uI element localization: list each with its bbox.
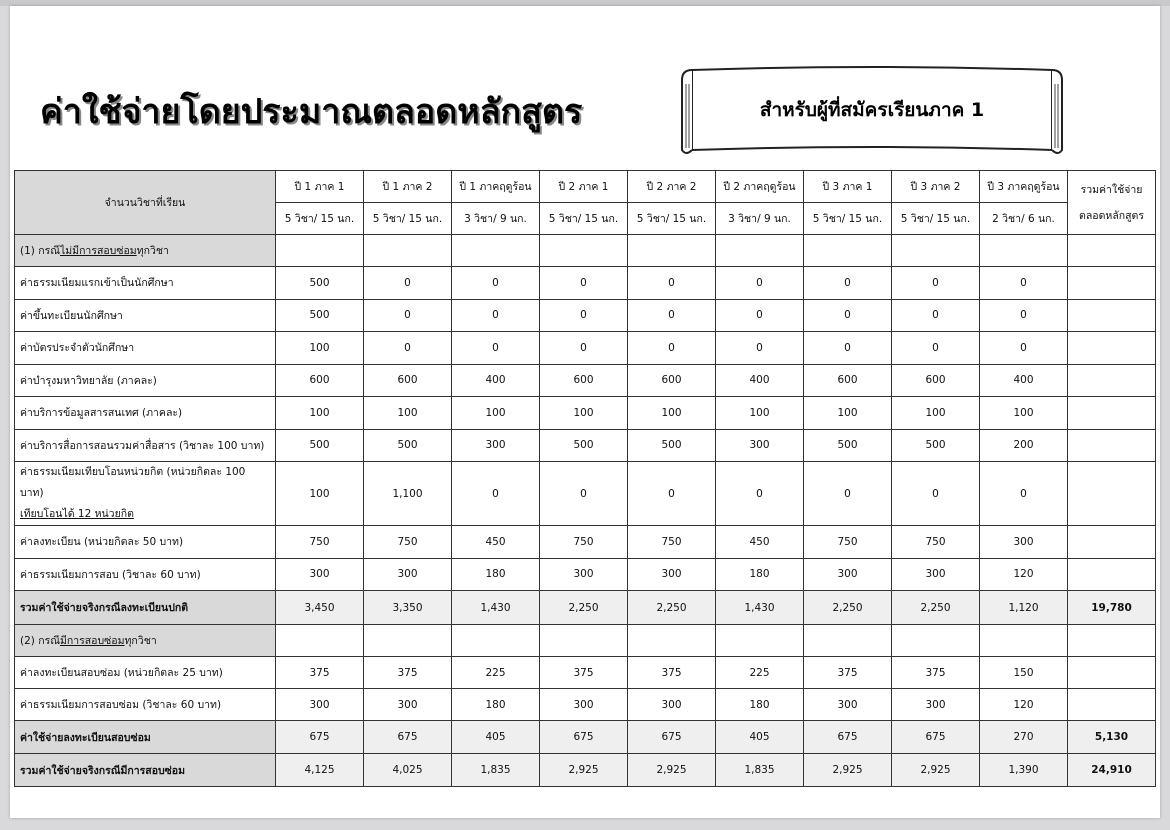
value-cell: 0	[892, 462, 980, 526]
section-2-underlined: มีการสอบซ่อม	[59, 635, 125, 647]
value-cell: 0	[804, 267, 892, 300]
table-row	[15, 558, 1156, 591]
value-cell: 100	[276, 332, 364, 365]
value-cell: 300	[540, 689, 628, 721]
empty-cell	[804, 235, 892, 267]
value-cell: 0	[804, 299, 892, 332]
value-cell: 0	[452, 462, 540, 526]
load-header: 3 วิชา/ 9 นก.	[716, 203, 804, 235]
sum-value-cell: 2,250	[892, 591, 980, 625]
value-cell: 500	[276, 429, 364, 462]
empty-cell	[452, 235, 540, 267]
section-1-sum-row	[15, 591, 1156, 625]
transfer-line2: เทียบโอนได้ 12 หน่วยกิต	[20, 508, 134, 520]
empty-cell	[980, 625, 1068, 657]
scroll-banner	[676, 64, 1068, 156]
value-cell: 225	[716, 657, 804, 689]
value-cell: 300	[628, 689, 716, 721]
value-cell: 0	[980, 299, 1068, 332]
value-cell: 180	[452, 558, 540, 591]
load-header: 5 วิชา/ 15 นก.	[804, 203, 892, 235]
empty-cell	[1068, 364, 1156, 397]
value-cell: 180	[452, 689, 540, 721]
value-cell: 500	[628, 429, 716, 462]
empty-cell	[1068, 299, 1156, 332]
sum-value-cell: 1,430	[452, 591, 540, 625]
value-cell: 0	[716, 267, 804, 300]
sum-value-cell: 4,025	[364, 754, 452, 787]
table-row	[15, 657, 1156, 689]
value-cell: 300	[716, 429, 804, 462]
value-cell: 0	[892, 267, 980, 300]
empty-cell	[628, 235, 716, 267]
table-row-label: ค่าลงทะเบียน (หน่วยกิตละ 50 บาท)	[15, 526, 276, 559]
value-cell: 100	[452, 397, 540, 430]
value-cell: 100	[892, 397, 980, 430]
term-header: ปี 1 ภาค 1	[276, 171, 364, 203]
value-cell: 0	[804, 332, 892, 365]
value-cell: 600	[804, 364, 892, 397]
value-cell: 400	[980, 364, 1068, 397]
term-header: ปี 2 ภาคฤดูร้อน	[716, 171, 804, 203]
value-cell: 0	[716, 462, 804, 526]
section-2-header	[15, 625, 1156, 657]
cost-table-wrap	[14, 170, 1156, 787]
value-cell: 100	[364, 397, 452, 430]
value-cell: 300	[364, 558, 452, 591]
sum-value-cell: 1,390	[980, 754, 1068, 787]
sum-value-cell: 2,925	[540, 754, 628, 787]
empty-cell	[364, 625, 452, 657]
value-cell: 450	[452, 526, 540, 559]
empty-cell	[1068, 429, 1156, 462]
term-header: ปี 1 ภาคฤดูร้อน	[452, 171, 540, 203]
empty-cell	[276, 235, 364, 267]
value-cell: 375	[804, 657, 892, 689]
value-cell: 375	[628, 657, 716, 689]
value-cell: 300	[804, 558, 892, 591]
sum-value-cell: 675	[804, 721, 892, 754]
table-row	[15, 429, 1156, 462]
sum-row-label: รวมค่าใช้จ่ายจริงกรณีมีการสอบซ่อม	[15, 754, 276, 787]
value-cell: 0	[452, 299, 540, 332]
total-header: รวมค่าใช้จ่ายตลอดหลักสูตร	[1068, 171, 1156, 235]
value-cell: 300	[276, 689, 364, 721]
load-header: 5 วิชา/ 15 นก.	[276, 203, 364, 235]
value-cell: 0	[980, 462, 1068, 526]
section-1-prefix: (1) กรณี	[20, 245, 60, 257]
transfer-line1: ค่าธรรมเนียมเทียบโอนหน่วยกิต (หน่วยกิตละ 100 บาท)	[20, 466, 246, 499]
value-cell: 100	[276, 397, 364, 430]
sum-value-cell: 405	[716, 721, 804, 754]
sum-value-cell: 4,125	[276, 754, 364, 787]
value-cell: 180	[716, 558, 804, 591]
section-1-rows-after	[15, 526, 1156, 591]
section-1-rows	[15, 267, 1156, 462]
sum-value-cell: 2,250	[628, 591, 716, 625]
term-header: ปี 3 ภาคฤดูร้อน	[980, 171, 1068, 203]
section-2-rows	[15, 657, 1156, 721]
table-row-label: ค่าบริการสื่อการสอนรวมค่าสื่อสาร (วิชาละ 100 บาท)	[15, 429, 276, 462]
value-cell: 750	[804, 526, 892, 559]
term-header: ปี 2 ภาค 2	[628, 171, 716, 203]
value-cell: 120	[980, 558, 1068, 591]
empty-cell	[1068, 267, 1156, 300]
value-cell: 0	[628, 332, 716, 365]
value-cell: 300	[892, 689, 980, 721]
transfer-row	[15, 462, 1156, 526]
empty-cell	[980, 235, 1068, 267]
section-1-underlined: ไม่มีการสอบซ่อม	[59, 245, 137, 257]
term-header: ปี 2 ภาค 1	[540, 171, 628, 203]
value-cell: 500	[364, 429, 452, 462]
section-1-suffix: ทุกวิชา	[136, 245, 169, 257]
sum-value-cell: 2,925	[804, 754, 892, 787]
sum-value-cell: 675	[540, 721, 628, 754]
value-cell: 120	[980, 689, 1068, 721]
value-cell: 1,100	[364, 462, 452, 526]
sum-value-cell: 1,835	[452, 754, 540, 787]
table-row	[15, 364, 1156, 397]
empty-cell	[1068, 657, 1156, 689]
sum-value-cell: 405	[452, 721, 540, 754]
value-cell: 750	[628, 526, 716, 559]
value-cell: 0	[716, 332, 804, 365]
empty-cell	[1068, 462, 1156, 526]
value-cell: 300	[276, 558, 364, 591]
value-cell: 100	[804, 397, 892, 430]
subject-count-header: จำนวนวิชาที่เรียน	[15, 171, 276, 235]
value-cell: 600	[540, 364, 628, 397]
load-header: 5 วิชา/ 15 นก.	[628, 203, 716, 235]
value-cell: 500	[540, 429, 628, 462]
value-cell: 100	[628, 397, 716, 430]
sum-value-cell: 2,925	[892, 754, 980, 787]
value-cell: 0	[892, 299, 980, 332]
value-cell: 375	[540, 657, 628, 689]
term-header: ปี 3 ภาค 1	[804, 171, 892, 203]
value-cell: 0	[452, 332, 540, 365]
load-header: 5 วิชา/ 15 นก.	[364, 203, 452, 235]
banner-label: สำหรับผู้ที่สมัครเรียนภาค 1	[759, 99, 985, 121]
table-row-label: ค่าธรรมเนียมการสอบซ่อม (วิชาละ 60 บาท)	[15, 689, 276, 721]
value-cell: 0	[892, 332, 980, 365]
value-cell: 0	[980, 332, 1068, 365]
empty-cell	[1068, 558, 1156, 591]
sum-value-cell: 3,350	[364, 591, 452, 625]
value-cell: 200	[980, 429, 1068, 462]
value-cell: 750	[276, 526, 364, 559]
sum-value-cell: 1,120	[980, 591, 1068, 625]
term-header: ปี 3 ภาค 2	[892, 171, 980, 203]
value-cell: 600	[276, 364, 364, 397]
sum-value-cell: 1,835	[716, 754, 804, 787]
value-cell: 0	[628, 462, 716, 526]
empty-cell	[716, 235, 804, 267]
value-cell: 0	[540, 267, 628, 300]
load-header: 3 วิชา/ 9 นก.	[452, 203, 540, 235]
sum-value-cell: 1,430	[716, 591, 804, 625]
sum-total-cell: 19,780	[1068, 591, 1156, 625]
table-row-label: ค่าธรรมเนียมแรกเข้าเป็นนักศึกษา	[15, 267, 276, 300]
value-cell: 0	[716, 299, 804, 332]
table-row	[15, 267, 1156, 300]
sum-value-cell: 3,450	[276, 591, 364, 625]
value-cell: 0	[804, 462, 892, 526]
table-row	[15, 526, 1156, 559]
empty-cell	[364, 235, 452, 267]
value-cell: 750	[540, 526, 628, 559]
table-row	[15, 689, 1156, 721]
empty-cell	[1068, 332, 1156, 365]
value-cell: 0	[628, 267, 716, 300]
value-cell: 750	[364, 526, 452, 559]
value-cell: 100	[276, 462, 364, 526]
table-row-label: ค่าลงทะเบียนสอบซ่อม (หน่วยกิตละ 25 บาท)	[15, 657, 276, 689]
empty-cell	[892, 235, 980, 267]
sum-value-cell: 2,250	[804, 591, 892, 625]
table-row-label: ค่าขึ้นทะเบียนนักศึกษา	[15, 299, 276, 332]
table-row-label: ค่าบำรุงมหาวิทยาลัย (ภาคละ)	[15, 364, 276, 397]
empty-cell	[1068, 625, 1156, 657]
value-cell: 500	[804, 429, 892, 462]
value-cell: 600	[628, 364, 716, 397]
section-2-sum-row	[15, 721, 1156, 754]
sum-row-label: รวมค่าใช้จ่ายจริงกรณีลงทะเบียนปกติ	[15, 591, 276, 625]
empty-cell	[716, 625, 804, 657]
value-cell: 375	[364, 657, 452, 689]
value-cell: 375	[276, 657, 364, 689]
value-cell: 100	[540, 397, 628, 430]
value-cell: 400	[452, 364, 540, 397]
load-header: 5 วิชา/ 15 นก.	[540, 203, 628, 235]
page-title: ค่าใช้จ่ายโดยประมาณตลอดหลักสูตร	[40, 92, 583, 132]
value-cell: 0	[628, 299, 716, 332]
value-cell: 100	[980, 397, 1068, 430]
value-cell: 0	[540, 462, 628, 526]
value-cell: 150	[980, 657, 1068, 689]
sum-total-cell: 5,130	[1068, 721, 1156, 754]
value-cell: 0	[980, 267, 1068, 300]
sum-value-cell: 675	[892, 721, 980, 754]
empty-cell	[452, 625, 540, 657]
value-cell: 0	[364, 267, 452, 300]
value-cell: 300	[980, 526, 1068, 559]
value-cell: 180	[716, 689, 804, 721]
sum-row-label: ค่าใช้จ่ายลงทะเบียนสอบซ่อม	[15, 721, 276, 754]
empty-cell	[1068, 526, 1156, 559]
value-cell: 0	[452, 267, 540, 300]
term-header: ปี 1 ภาค 2	[364, 171, 452, 203]
empty-cell	[804, 625, 892, 657]
value-cell: 300	[452, 429, 540, 462]
load-header: 5 วิชา/ 15 นก.	[892, 203, 980, 235]
table-row-label	[15, 462, 276, 526]
sum-total-cell: 24,910	[1068, 754, 1156, 787]
value-cell: 450	[716, 526, 804, 559]
section-1-label	[15, 235, 276, 267]
value-cell: 600	[364, 364, 452, 397]
sum-value-cell: 675	[276, 721, 364, 754]
empty-cell	[1068, 235, 1156, 267]
value-cell: 300	[364, 689, 452, 721]
empty-cell	[540, 235, 628, 267]
value-cell: 225	[452, 657, 540, 689]
value-cell: 300	[804, 689, 892, 721]
empty-cell	[628, 625, 716, 657]
value-cell: 500	[276, 267, 364, 300]
value-cell: 500	[892, 429, 980, 462]
section-2-label	[15, 625, 276, 657]
cost-table	[14, 170, 1156, 787]
header-row-terms	[15, 171, 1156, 203]
table-row-label: ค่าธรรมเนียมการสอบ (วิชาละ 60 บาท)	[15, 558, 276, 591]
table-row	[15, 397, 1156, 430]
value-cell: 0	[540, 332, 628, 365]
value-cell: 375	[892, 657, 980, 689]
sum-value-cell: 675	[628, 721, 716, 754]
grand-total-row	[15, 754, 1156, 787]
value-cell: 750	[892, 526, 980, 559]
section-1-header	[15, 235, 1156, 267]
table-row-label: ค่าบัตรประจำตัวนักศึกษา	[15, 332, 276, 365]
empty-cell	[892, 625, 980, 657]
sum-value-cell: 270	[980, 721, 1068, 754]
table-row	[15, 299, 1156, 332]
value-cell: 0	[540, 299, 628, 332]
value-cell: 100	[716, 397, 804, 430]
table-row-label: ค่าบริการข้อมูลสารสนเทศ (ภาคละ)	[15, 397, 276, 430]
table-row	[15, 332, 1156, 365]
sum-value-cell: 675	[364, 721, 452, 754]
value-cell: 400	[716, 364, 804, 397]
value-cell: 300	[628, 558, 716, 591]
value-cell: 0	[364, 299, 452, 332]
value-cell: 0	[364, 332, 452, 365]
load-header: 2 วิชา/ 6 นก.	[980, 203, 1068, 235]
sum-value-cell: 2,250	[540, 591, 628, 625]
empty-cell	[540, 625, 628, 657]
sum-value-cell: 2,925	[628, 754, 716, 787]
value-cell: 300	[540, 558, 628, 591]
empty-cell	[1068, 689, 1156, 721]
section-2-prefix: (2) กรณี	[20, 635, 60, 647]
value-cell: 300	[892, 558, 980, 591]
empty-cell	[276, 625, 364, 657]
section-2-suffix: ทุกวิชา	[124, 635, 157, 647]
value-cell: 600	[892, 364, 980, 397]
empty-cell	[1068, 397, 1156, 430]
value-cell: 500	[276, 299, 364, 332]
